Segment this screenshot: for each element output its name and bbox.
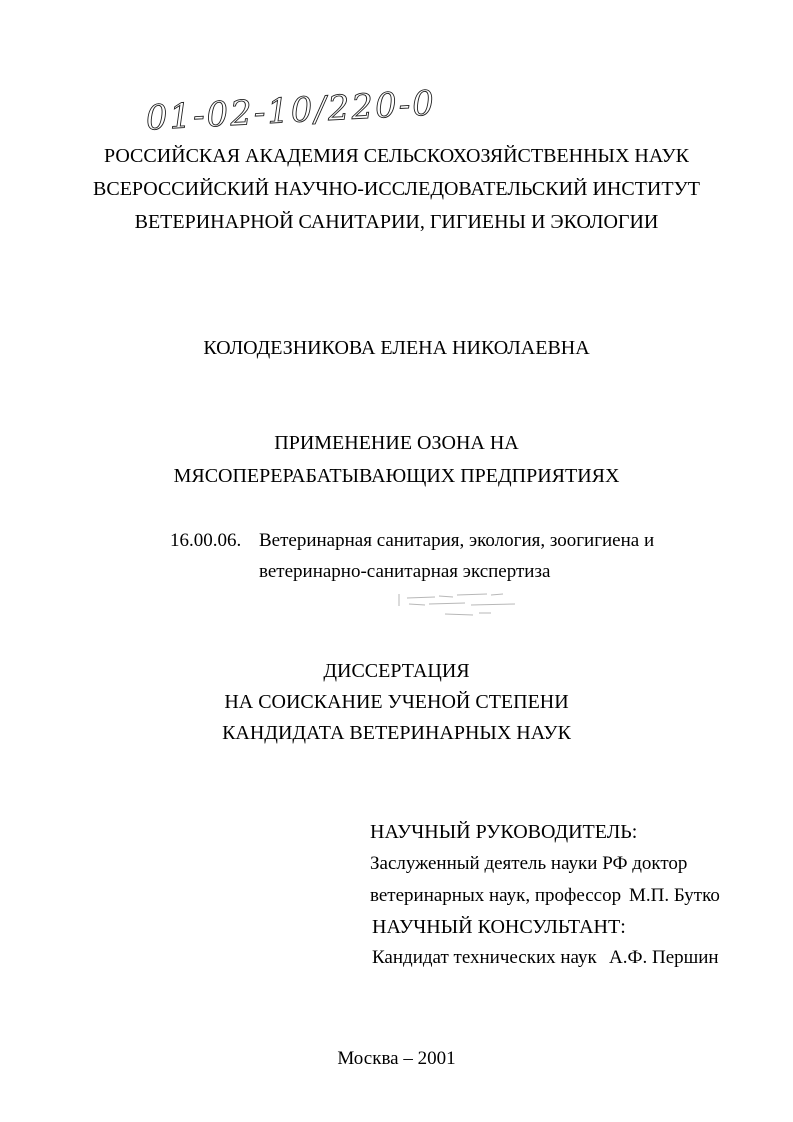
institution-institute: ВСЕРОССИЙСКИЙ НАУЧНО-ИССЛЕДОВАТЕЛЬСКИЙ ИНСТИТУТ [93, 178, 700, 200]
handwritten-archive-mark [140, 76, 520, 146]
thesis-title-line1: ПРИМЕНЕНИЕ ОЗОНА НА [274, 432, 519, 454]
consultant-heading: НАУЧНЫЙ КОНСУЛЬТАНТ: [372, 916, 626, 938]
specialty-line1: Ветеринарная санитария, экология, зоогигиена и [259, 530, 655, 551]
archive-mark-text: 01-02-10/220-0 [144, 83, 437, 139]
dissertation-degree: КАНДИДАТА ВЕТЕРИНАРНЫХ НАУК [222, 722, 571, 744]
supervisor-title-line1: Заслуженный деятель науки РФ доктор [370, 853, 688, 874]
author-name: КОЛОДЕЗНИКОВА ЕЛЕНА НИКОЛАЕВНА [203, 337, 590, 359]
place-and-year: Москва – 2001 [337, 1048, 456, 1069]
specialty-code: 16.00.06. [170, 530, 242, 551]
dissertation-label: ДИССЕРТАЦИЯ [323, 660, 470, 682]
consultant-title: Кандидат технических наук [372, 947, 597, 968]
supervisor-name: М.П. Бутко [629, 885, 720, 906]
institution-academy: РОССИЙСКАЯ АКАДЕМИЯ СЕЛЬСКОХОЗЯЙСТВЕННЫХ НАУК [103, 145, 690, 167]
dissertation-purpose: НА СОИСКАНИЕ УЧЕНОЙ СТЕПЕНИ [224, 691, 569, 713]
faint-library-stamp [395, 588, 535, 620]
supervisor-title-line2: ветеринарных наук, профессор [370, 885, 622, 906]
thesis-title-line2: МЯСОПЕРЕРАБАТЫВАЮЩИХ ПРЕДПРИЯТИЯХ [173, 465, 620, 487]
consultant-name: А.Ф. Першин [609, 947, 719, 968]
specialty-line2: ветеринарно-санитарная экспертиза [259, 561, 551, 582]
institution-department: ВЕТЕРИНАРНОЙ САНИТАРИИ, ГИГИЕНЫ И ЭКОЛОГИИ [134, 211, 659, 233]
supervisor-heading: НАУЧНЫЙ РУКОВОДИТЕЛЬ: [370, 821, 638, 843]
